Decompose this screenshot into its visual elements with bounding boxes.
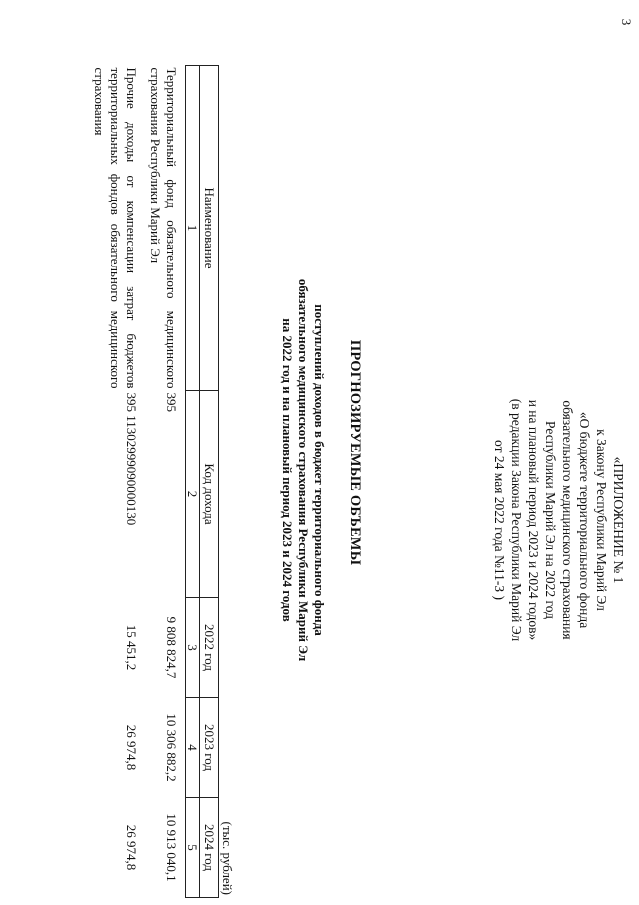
column-number: 2	[186, 391, 200, 598]
row-2024: 10 913 040,1	[164, 813, 179, 882]
appendix-line: и на плановый период 2023 и 2024 годов»	[526, 399, 541, 641]
column-number-row	[186, 66, 200, 898]
header-name: Наименование	[200, 66, 219, 391]
row-2022: 15 451,2	[124, 624, 139, 671]
column-number: 4	[186, 698, 200, 798]
document-title: ПРОГНОЗИРУЕМЫЕ ОБЪЕМЫ	[347, 339, 363, 566]
appendix-line: от 24 мая 2022 года №11-З )	[492, 440, 507, 600]
subtitle-line: обязательного медицинского страхования Республики Марий Эл	[296, 278, 311, 662]
header-2022: 2022 год	[200, 598, 219, 698]
document-subtitle	[279, 150, 327, 790]
revenue-table	[89, 65, 219, 898]
appendix-line: «ПРИЛОЖЕНИЕ № 1	[611, 456, 626, 584]
row-2023: 26 974,8	[124, 724, 139, 771]
appendix-line: к Закону Республики Марий Эл	[594, 429, 609, 611]
subtitle-line: на 2022 год и на плановый период 2023 и 2024 годов	[280, 318, 295, 622]
header-2024: 2024 год	[200, 798, 219, 898]
appendix-line: обязательного медицинского страхования	[560, 400, 575, 640]
row-name: Прочие доходы от компенсации затрат бюджетов территориальных фондов обязательного медицинского страхования	[92, 67, 139, 389]
appendix-header	[491, 300, 627, 740]
table-row	[89, 66, 145, 898]
row-2024: 26 974,8	[124, 824, 139, 871]
row-code: 395 11302999090000130	[124, 392, 139, 526]
row-name: Территориальный фонд обязательного медицинского страхования Республики Марий Эл	[148, 67, 179, 389]
subtitle-line: поступлений доходов в бюджет территориального фонда	[312, 304, 327, 636]
appendix-line: «О бюджете территориального фонда	[577, 411, 592, 629]
column-number: 1	[186, 66, 200, 391]
table-header-row	[200, 66, 219, 898]
row-2022: 9 808 824,7	[164, 616, 179, 679]
page-number: 3	[619, 18, 634, 26]
row-2023: 10 306 882,2	[164, 713, 179, 782]
row-code: 395	[164, 392, 179, 412]
units-label: (тыс. рублей)	[220, 821, 235, 895]
header-code: Код дохода	[200, 391, 219, 598]
column-number: 5	[186, 798, 200, 898]
table-row	[145, 66, 186, 898]
appendix-line: Республики Марий Эл на 2022 год	[543, 421, 558, 619]
column-number: 3	[186, 598, 200, 698]
header-2023: 2023 год	[200, 698, 219, 798]
appendix-line: (в редакции Закона Республики Марий Эл	[509, 398, 524, 642]
